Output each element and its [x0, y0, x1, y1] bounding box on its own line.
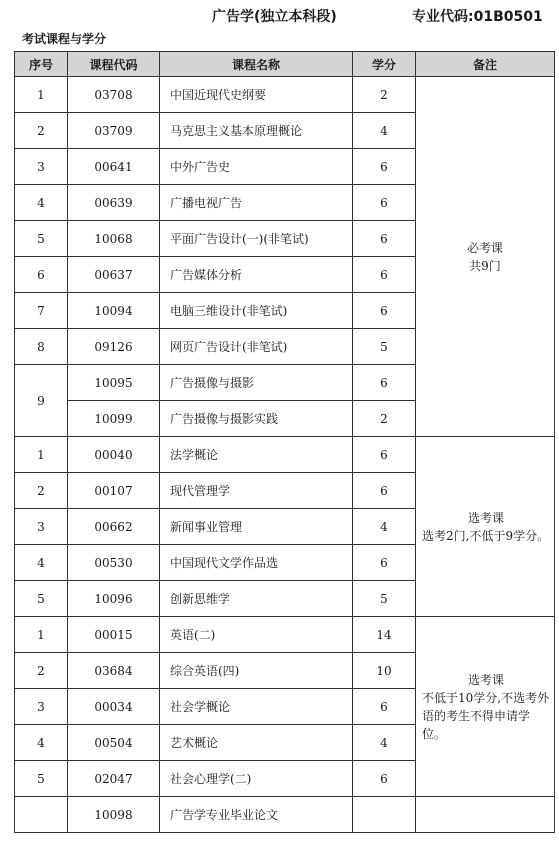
cell-code: 00662: [68, 509, 160, 545]
table-row: [15, 437, 555, 473]
cell-seq: 4: [15, 185, 68, 221]
cell-code: 00637: [68, 257, 160, 293]
note-elective-2: [416, 617, 555, 797]
cell-code: 10095: [68, 365, 160, 401]
note-text: 选考2门,不低于9学分。: [422, 528, 550, 543]
cell-seq: 6: [15, 257, 68, 293]
cell-credit: 6: [353, 221, 416, 257]
cell-name: 英语(二): [160, 617, 353, 653]
cell-credit: [353, 797, 416, 833]
cell-seq: 9: [15, 365, 68, 437]
cell-code: 10094: [68, 293, 160, 329]
major-code: 专业代码:01B0501: [412, 9, 543, 25]
cell-seq: 7: [15, 293, 68, 329]
cell-seq: 5: [15, 221, 68, 257]
table-header-row: [15, 52, 555, 77]
cell-name: 社会心理学(二): [160, 761, 353, 797]
cell-credit: 6: [353, 365, 416, 401]
cell-credit: 10: [353, 653, 416, 689]
cell-name: 社会学概论: [160, 689, 353, 725]
cell-credit: 5: [353, 329, 416, 365]
cell-code: 00641: [68, 149, 160, 185]
cell-name: 电脑三维设计(非笔试): [160, 293, 353, 329]
cell-seq: 1: [15, 617, 68, 653]
note-title: 选考课: [467, 510, 504, 525]
column-header-credit: 学分: [353, 52, 416, 77]
column-header-seq: 序号: [15, 52, 68, 77]
cell-credit: 4: [353, 725, 416, 761]
cell-note: [416, 797, 555, 833]
cell-seq: 3: [15, 689, 68, 725]
column-header-code: 课程代码: [68, 52, 160, 77]
table-body: [15, 77, 555, 833]
cell-code: 03709: [68, 113, 160, 149]
cell-credit: 6: [353, 293, 416, 329]
note-text: 不低于10学分,不选考外语的考生不得申请学位。: [422, 690, 550, 741]
cell-seq: 8: [15, 329, 68, 365]
cell-code: 10068: [68, 221, 160, 257]
cell-code: 02047: [68, 761, 160, 797]
page-title: 广告学(独立本科段): [212, 9, 337, 25]
table-row-thesis: [15, 797, 555, 833]
cell-credit: 6: [353, 545, 416, 581]
cell-seq: 3: [15, 149, 68, 185]
cell-seq: 2: [15, 473, 68, 509]
cell-code: 03684: [68, 653, 160, 689]
cell-seq: 1: [15, 77, 68, 113]
cell-credit: 6: [353, 185, 416, 221]
cell-name: 综合英语(四): [160, 653, 353, 689]
table-row: [15, 617, 555, 653]
cell-name: 广告摄像与摄影实践: [160, 401, 353, 437]
cell-seq: 5: [15, 761, 68, 797]
cell-name: 广告摄像与摄影: [160, 365, 353, 401]
note-title: 必考课: [466, 240, 503, 255]
note-text: 共9门: [469, 258, 501, 273]
cell-code: 10096: [68, 581, 160, 617]
cell-code: 00040: [68, 437, 160, 473]
note-required: [416, 77, 555, 437]
table-row: [15, 77, 555, 113]
cell-credit: 5: [353, 581, 416, 617]
cell-seq: 2: [15, 113, 68, 149]
cell-seq: 2: [15, 653, 68, 689]
cell-name: 中国现代文学作品选: [160, 545, 353, 581]
column-header-note: 备注: [416, 52, 555, 77]
cell-seq: 1: [15, 437, 68, 473]
cell-credit: 6: [353, 257, 416, 293]
cell-credit: 6: [353, 149, 416, 185]
note-title: 选考课: [467, 672, 504, 687]
cell-credit: 6: [353, 689, 416, 725]
cell-credit: 6: [353, 761, 416, 797]
cell-code: 03708: [68, 77, 160, 113]
cell-code: 09126: [68, 329, 160, 365]
cell-credit: 6: [353, 473, 416, 509]
cell-name: 新闻事业管理: [160, 509, 353, 545]
cell-name: 广告媒体分析: [160, 257, 353, 293]
cell-code: 00107: [68, 473, 160, 509]
cell-seq: 4: [15, 725, 68, 761]
cell-name: 创新思维学: [160, 581, 353, 617]
cell-code: 00530: [68, 545, 160, 581]
column-header-name: 课程名称: [160, 52, 353, 77]
cell-code: 00015: [68, 617, 160, 653]
cell-seq: [15, 797, 68, 833]
cell-code: 00639: [68, 185, 160, 221]
note-elective-1: [416, 437, 555, 617]
course-table: [14, 51, 555, 833]
cell-credit: 2: [353, 401, 416, 437]
section-title: 考试课程与学分: [22, 32, 107, 46]
cell-seq: 4: [15, 545, 68, 581]
cell-credit: 4: [353, 509, 416, 545]
cell-name: 法学概论: [160, 437, 353, 473]
cell-name: 平面广告设计(一)(非笔试): [160, 221, 353, 257]
cell-name: 艺术概论: [160, 725, 353, 761]
cell-code: 10098: [68, 797, 160, 833]
cell-name: 中外广告史: [160, 149, 353, 185]
cell-name: 网页广告设计(非笔试): [160, 329, 353, 365]
cell-name: 现代管理学: [160, 473, 353, 509]
cell-code: 00034: [68, 689, 160, 725]
cell-credit: 2: [353, 77, 416, 113]
cell-credit: 4: [353, 113, 416, 149]
cell-name: 广告学专业毕业论文: [160, 797, 353, 833]
cell-name: 广播电视广告: [160, 185, 353, 221]
cell-name: 马克思主义基本原理概论: [160, 113, 353, 149]
cell-code: 00504: [68, 725, 160, 761]
cell-name: 中国近现代史纲要: [160, 77, 353, 113]
cell-credit: 6: [353, 437, 416, 473]
cell-seq: 5: [15, 581, 68, 617]
cell-seq: 3: [15, 509, 68, 545]
cell-credit: 14: [353, 617, 416, 653]
page-header: [0, 6, 559, 28]
cell-code: 10099: [68, 401, 160, 437]
